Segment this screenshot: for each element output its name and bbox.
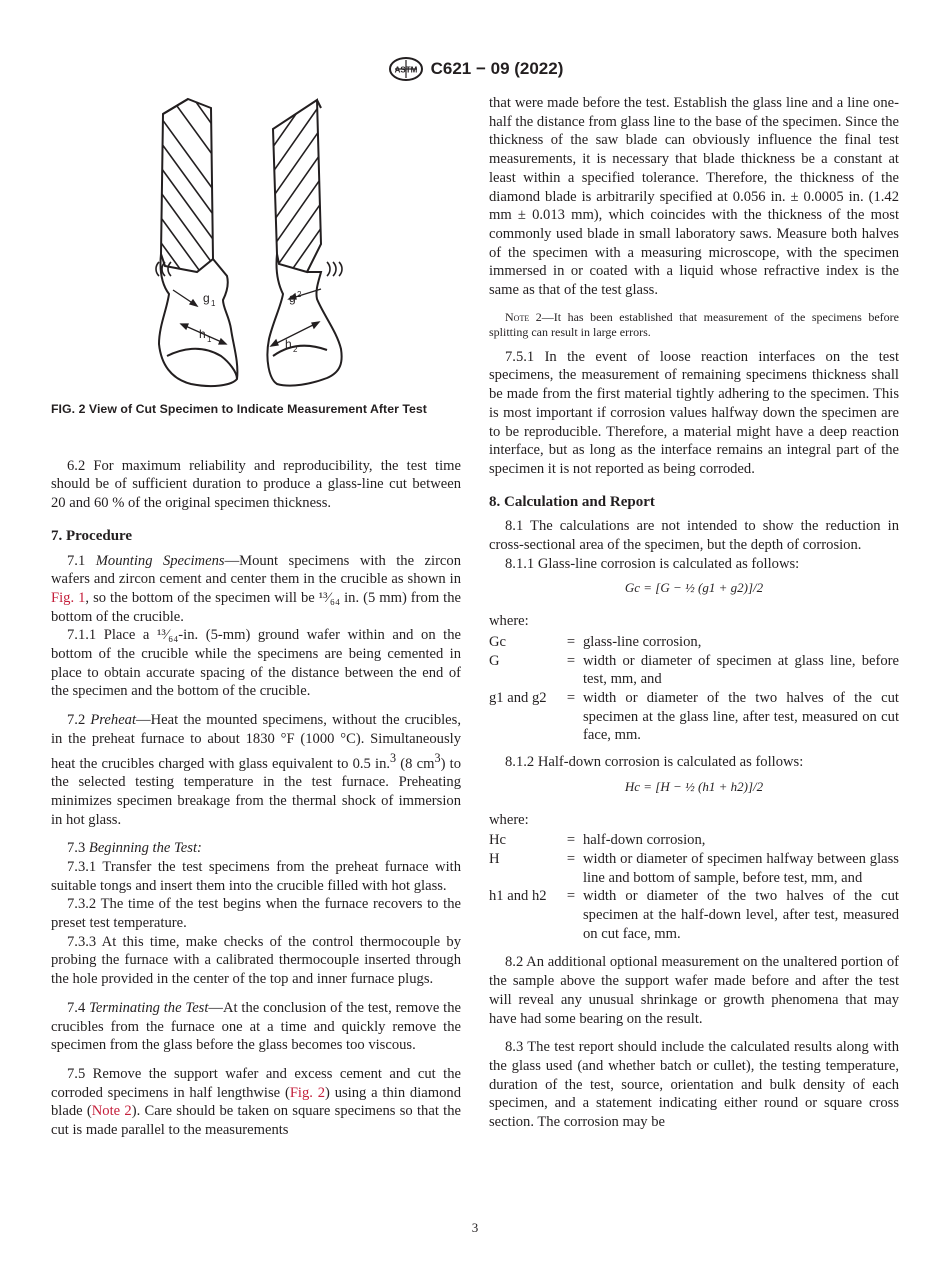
section-heading-7: 7. Procedure — [51, 527, 133, 544]
paragraph-7-3-1: 7.3.1 Transfer the test specimens from the preheat furnace with suitable tongs and insert them into the crucible filled with hot glass. — [51, 858, 461, 894]
where-label: where: — [489, 811, 529, 828]
document-id: C621 − 09 (2022) — [430, 59, 564, 78]
paragraph-7-5-1: 7.5.1 In the event of loose reaction interfaces on the test specimens, the measurement of remaining specimens thickness shall be made from the first material tightly adhering to the specimen. This is most important if corrosion values halfway down the specimen are to be reproducible. Therefore, a material might have a deep reaction interface, but as long as the interface remains an integral part of the specimen it is not reported as being corroded. — [489, 348, 899, 477]
definition-row: G = width or diameter of specimen at glass line, before test, mm, and — [489, 652, 899, 688]
page-number: 3 — [471, 1220, 479, 1235]
paragraph-7-4: 7.4 Terminating the Test—At the conclusion of the test, remove the crucibles from the furnace one at a time and quickly remove the specimen from the glass before the glass becomes too viscous. — [51, 999, 461, 1054]
paragraph-7-3: 7.3 Beginning the Test: — [67, 840, 202, 857]
paragraph-7-3-3: 7.3.3 At this time, make checks of the control thermocouple by probing the furnace with a calibrated thermocouple inserted through the hole provided in the center of the top and inner furnace plugs. — [51, 933, 461, 988]
paragraph-8-1-2: 8.1.2 Half-down corrosion is calculated as follows: — [505, 754, 804, 771]
note-2-link[interactable]: Note 2 — [91, 1103, 132, 1120]
paragraph-7-2: 7.2 Preheat—Heat the mounted specimens, without the crucibles, in the preheat furnace to about 1830 °F (1000 °C). Simultaneously heat the crucibles charged with glass equivalent to 0.5 in.$^3$ (8 $cm^3$) to the selected testing temperature in the test furnace. Preheating minimizes specimen breakage from the thermal shock of immersion in hot glass. — [51, 712, 461, 828]
section-heading-8: 8. Calculation and Report — [489, 493, 655, 510]
label-g-sub: 2 — [297, 290, 302, 299]
equation-half-down: Hc = [H − ½ (h1 + h2)]/2 — [624, 778, 764, 794]
label-g-sub: 1 — [211, 299, 216, 308]
definitions-table-2 — [489, 831, 899, 943]
paragraph-7-5-continued: that were made before the test. Establish the glass line and a line one-half the distance from glass line to the base of the specimen. Since the thickness of the saw blade can obviously influence the final test measurements, it is necessary that blade thickness be a constant at least within a specified tolerance. Therefore, the thickness of the diamond blade is arbitrarily specified at 0.056 in. ± 0.0005 in. (1.42 mm ± 0.013 mm), which coincides with the thickness of the most commonly used blade in small laboratory saws. Measure both halves of the specimen with a measuring microscope, with the specimen immersed in or coated with a liquid whose refractive index is the same as that of the test glass. — [489, 95, 899, 299]
paragraph-7-1: 7.1 Mounting Specimens—Mount specimens with the zircon wafers and zircon cement and center them in the crucible as shown in Fig. 1, so the bottom of the specimen will be ¹³⁄₆₄ in. (5 mm) from the bottom of the crucible. — [51, 552, 462, 625]
definition-row: H = width or diameter of specimen halfway between glass line and bottom of sample, before test, mm, and — [489, 850, 899, 886]
left-column — [51, 94, 461, 1140]
paragraph-7-1-1: 7.1.1 Place a ¹³⁄₆₄-in. (5-mm) ground wafer within and on the bottom of the crucible while the specimens are being cemented in place to obtain accurate spacing of the distance between the end of the specimen and the bottom of the crucible. — [51, 627, 461, 700]
figure-caption: FIG. 2 View of Cut Specimen to Indicate Measurement After Test — [51, 402, 427, 416]
label-g: g — [289, 291, 296, 305]
fig-1-link[interactable]: Fig. 1 — [51, 589, 86, 606]
paragraph-8-1: 8.1 The calculations are not intended to show the reduction in cross-sectional area of the specimen, but the depth of corrosion. — [489, 518, 899, 554]
svg-text:ASTM: ASTM — [394, 65, 417, 75]
definition-row: Hc = half-down corrosion, — [489, 832, 706, 849]
label-h: h — [199, 327, 206, 341]
where-label: where: — [489, 613, 529, 630]
cut-specimen-drawing — [51, 94, 461, 394]
paragraph-8-3: 8.3 The test report should include the calculated results along with the glass used (and whether batch or cullet), the testing temperature, duration of the test, source, orientation and bulk density of each specimen, and a statement indicating either round or square cross section. The corrosion may be — [489, 1039, 899, 1131]
label-h: h — [285, 337, 292, 351]
definition-row: h1 and h2 = width or diameter of the two halves of the cut specimen at the half-down level, after test, measured on cut face, mm. — [489, 888, 899, 942]
right-column — [489, 94, 899, 1132]
figure-2 — [51, 94, 461, 394]
paragraph-8-1-1: 8.1.1 Glass-line corrosion is calculated as follows: — [505, 555, 800, 572]
definition-row: g1 and g2 = width or diameter of the two halves of the cut specimen at the glass line, after test, measured on cut face, mm. — [489, 689, 899, 744]
equation-glass-line: Gc = [G − ½ (g1 + g2)]/2 — [624, 580, 764, 596]
astm-logo-icon — [387, 56, 425, 82]
definition-row: Gc = glass-line corrosion, — [489, 633, 702, 650]
paragraph-8-2: 8.2 An additional optional measurement on the unaltered portion of the sample above the support wafer made before and after the test will reveal any unusual shrinkage or growth phenomena that may have had some bearing on the result. — [489, 954, 899, 1027]
fig-2-link[interactable]: Fig. 2 — [289, 1084, 326, 1101]
label-h-sub: 1 — [207, 335, 212, 344]
paragraph-7-3-2: 7.3.2 The time of the test begins when the furnace recovers to the preset test temperature. — [51, 896, 461, 932]
definitions-table-1 — [489, 633, 899, 745]
label-g: g — [203, 291, 210, 305]
note-2: Note 2—It has been established that measurement of the specimens before splitting can result in large errors. — [489, 309, 899, 339]
paragraph-7-5: 7.5 Remove the support wafer and excess cement and cut the corroded specimens in half lengthwise (Fig. 2) using a thin diamond blade (Note 2). Care should be taken on square specimens so that the cut is made parallel to the measurements — [51, 1065, 461, 1139]
page-header — [0, 56, 950, 82]
label-h-sub: 2 — [293, 345, 298, 354]
paragraph-6-2: 6.2 For maximum reliability and reproducibility, the test time should be of sufficient duration to produce a glass-line cut between 20 and 60 % of the original specimen thickness. — [51, 457, 461, 512]
